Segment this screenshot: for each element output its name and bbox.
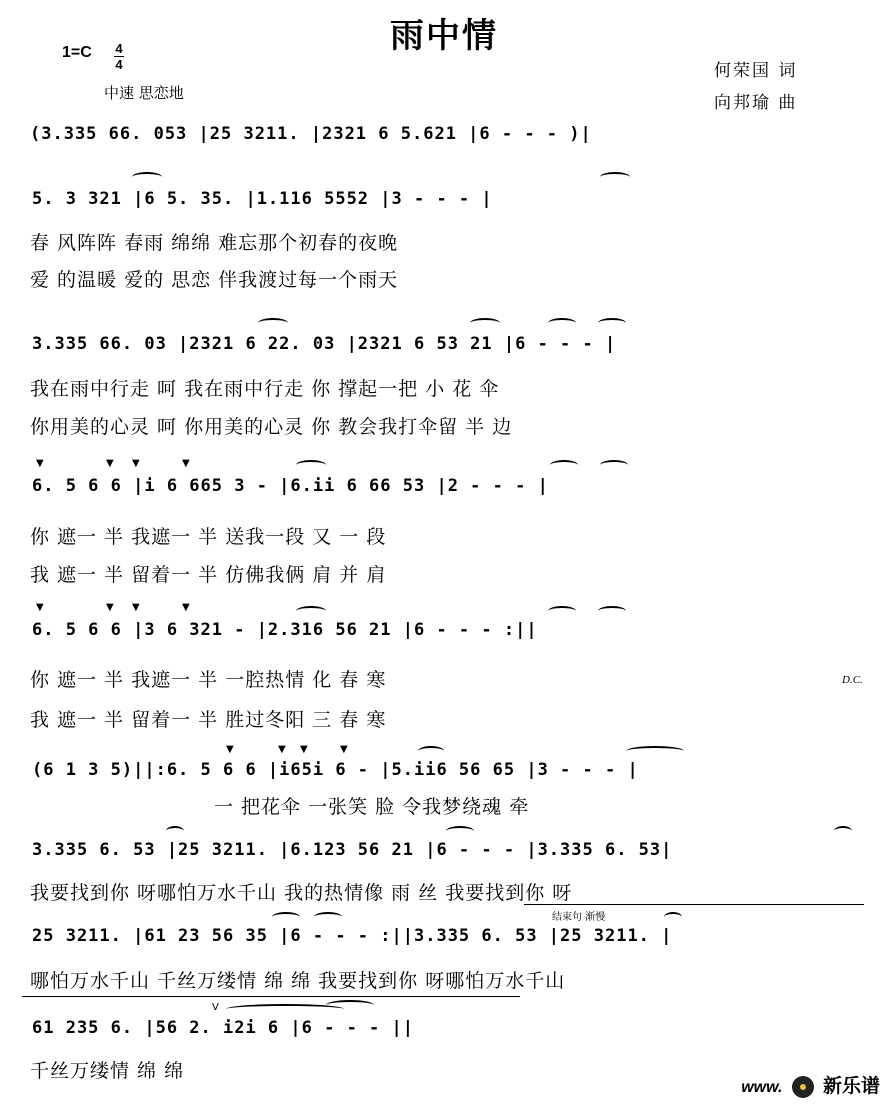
slur bbox=[548, 606, 576, 616]
accent-mark: ▼ bbox=[226, 744, 234, 755]
lyric-row-9: 千丝万缕情 绵 绵 bbox=[30, 1060, 185, 1082]
slur bbox=[598, 606, 626, 616]
notation-row-3: 3.335 66. 03 |2321 6 22. 03 |2321 6 53 21 |6 - - - | bbox=[32, 334, 617, 354]
slur bbox=[326, 1000, 374, 1010]
notation-row-5: 6. 5 6 6 |3 6 321 - |2.316 56 21 |6 - - - :|| bbox=[32, 620, 538, 640]
lyric-row-8: 哪怕万水千山 千丝万缕情 绵 绵 我要找到你 呀哪怕万水千山 bbox=[30, 970, 566, 992]
accent-mark: ▼ bbox=[340, 744, 348, 755]
notation-row-2: 5. 3 321 |6 5. 35. |1.116 5552 |3 - - - | bbox=[32, 189, 493, 209]
accent-mark: ▼ bbox=[182, 458, 190, 469]
meter-bottom: 4 bbox=[115, 57, 123, 72]
slur bbox=[548, 318, 576, 328]
da-capo-mark: D.C. bbox=[842, 674, 863, 686]
breath-mark: V bbox=[212, 1002, 219, 1013]
lyric-row-4-verse-2: 我 遮一 半 留着一 半 仿佛我俩 肩 并 肩 bbox=[30, 564, 387, 586]
composer-credit: 向邦瑜 曲 bbox=[714, 93, 798, 113]
slur bbox=[470, 318, 500, 328]
accent-mark: ▼ bbox=[106, 602, 114, 613]
lyricist-credit: 何荣国 词 bbox=[714, 61, 798, 81]
slur bbox=[132, 172, 162, 182]
slur bbox=[664, 912, 682, 922]
accent-mark: ▼ bbox=[132, 602, 140, 613]
notation-row-7: 3.335 6. 53 |25 3211. |6.123 56 21 |6 - - - |3.335 6. 53| bbox=[32, 840, 673, 860]
key-signature: 1=C bbox=[62, 44, 92, 61]
notation-row-9: 61 235 6. |56 2. i2i 6 |6 - - - || bbox=[32, 1018, 414, 1038]
lyric-row-3-verse-1: 我在雨中行走 呵 我在雨中行走 你 撑起一把 小 花 伞 bbox=[30, 378, 500, 400]
lyric-row-5-verse-1: 你 遮一 半 我遮一 半 一腔热情 化 春 寒 bbox=[30, 669, 387, 691]
slur bbox=[166, 826, 184, 836]
lyric-row-3-verse-2: 你用美的心灵 呵 你用美的心灵 你 教会我打伞留 半 边 bbox=[30, 416, 513, 438]
slur bbox=[550, 460, 578, 470]
record-disc-icon bbox=[792, 1076, 814, 1098]
ending-bracket bbox=[524, 904, 864, 905]
slur bbox=[600, 172, 630, 182]
accent-mark: ▼ bbox=[36, 602, 44, 613]
accent-mark: ▼ bbox=[132, 458, 140, 469]
slur bbox=[600, 460, 628, 470]
notation-row-6: (6 1 3 5)||:6. 5 6 6 |i65i 6 - |5.ii6 56 65 |3 - - - | bbox=[32, 760, 639, 780]
lyric-row-4-verse-1: 你 遮一 半 我遮一 半 送我一段 又 一 段 bbox=[30, 526, 387, 548]
accent-mark: ▼ bbox=[36, 458, 44, 469]
lyric-row-6: 一 把花伞 一张笑 脸 令我梦绕魂 牵 bbox=[214, 796, 530, 818]
tempo-marking: 中速 思恋地 bbox=[104, 84, 184, 102]
section-divider bbox=[22, 996, 520, 997]
song-title: 雨中情 bbox=[390, 16, 498, 56]
slur bbox=[446, 826, 474, 836]
site-watermark bbox=[741, 1071, 880, 1098]
slur bbox=[418, 746, 444, 756]
lyric-row-2-verse-2: 爱 的温暖 爱的 思恋 伴我渡过每一个雨天 bbox=[30, 269, 399, 291]
lyric-row-7: 我要找到你 呀哪怕万水千山 我的热情像 雨 丝 我要找到你 呀 bbox=[30, 882, 573, 904]
lyric-row-5-verse-2: 我 遮一 半 留着一 半 胜过冬阳 三 春 寒 bbox=[30, 709, 387, 731]
notation-row-8: 25 3211. |61 23 56 35 |6 - - - :||3.335 6. 53 |25 3211. | bbox=[32, 926, 673, 946]
notation-row-1: (3.335 66. 053 |25 3211. |2321 6 5.621 |6 - - - )| bbox=[30, 124, 592, 144]
accent-mark: ▼ bbox=[300, 744, 308, 755]
lyric-row-2-verse-1: 春 风阵阵 春雨 绵绵 难忘那个初春的夜晚 bbox=[30, 232, 399, 254]
accent-mark: ▼ bbox=[106, 458, 114, 469]
slur bbox=[314, 912, 342, 922]
slur bbox=[834, 826, 852, 836]
accent-mark: ▼ bbox=[278, 744, 286, 755]
time-signature bbox=[114, 42, 124, 71]
ending-tempo-mark: 结束句 渐慢 bbox=[552, 912, 606, 923]
notation-row-4: 6. 5 6 6 |i 6 665 3 - |6.ii 6 66 53 |2 - - - | bbox=[32, 476, 549, 496]
slur bbox=[296, 606, 326, 616]
watermark-site: 新乐谱 bbox=[822, 1076, 880, 1097]
slur bbox=[296, 460, 326, 470]
slur bbox=[258, 318, 288, 328]
slur bbox=[598, 318, 626, 328]
watermark-url: www. bbox=[741, 1079, 783, 1096]
meter-top: 4 bbox=[115, 41, 123, 56]
slur bbox=[272, 912, 300, 922]
accent-mark: ▼ bbox=[182, 602, 190, 613]
slur bbox=[626, 746, 684, 756]
